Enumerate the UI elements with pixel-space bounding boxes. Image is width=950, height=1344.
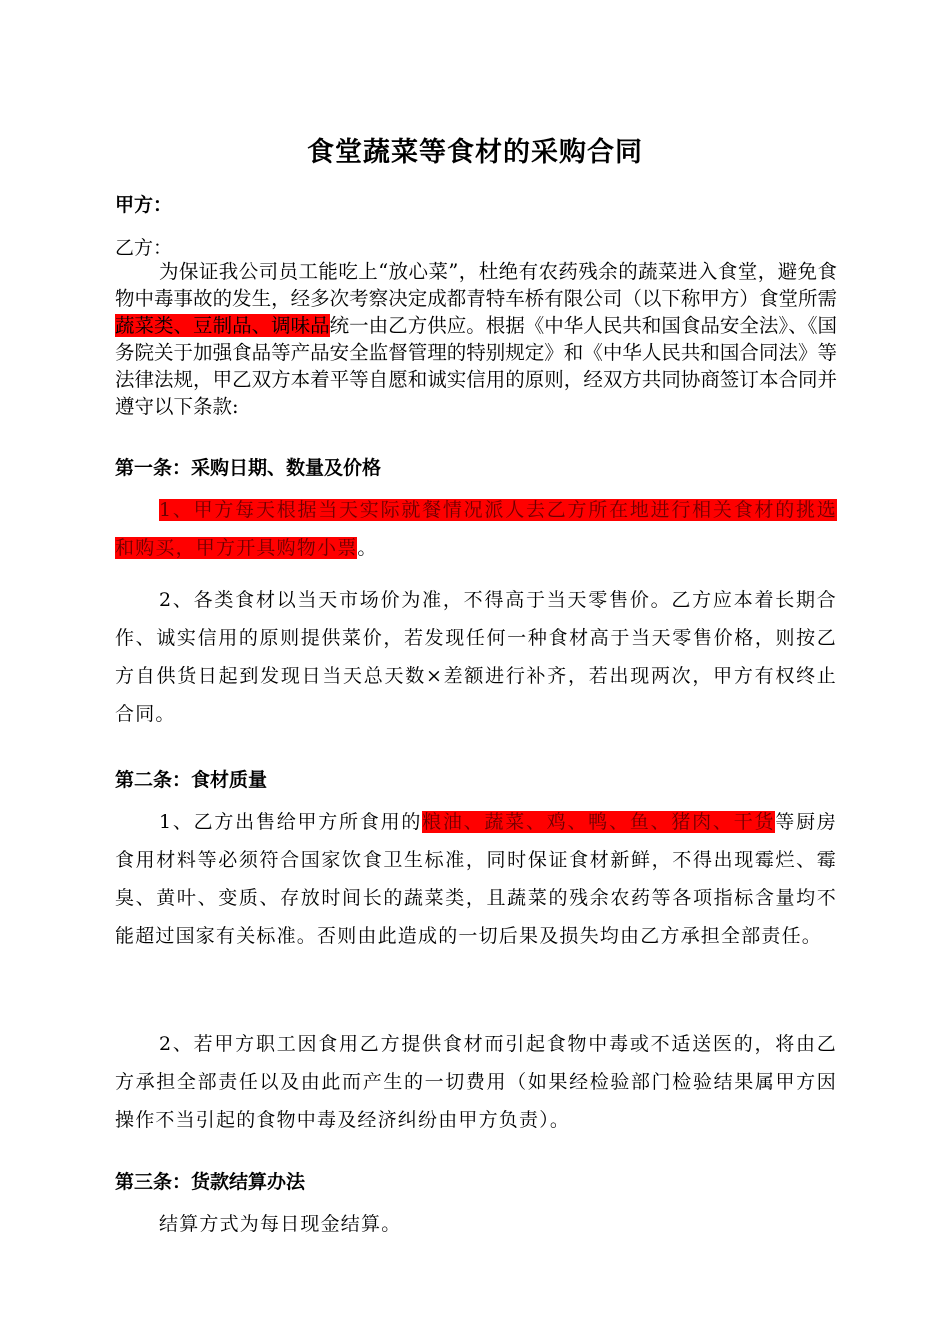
party-b-label: 乙方： [115,237,173,259]
clause-2-1-text-b: 等厨房食用材料等必须符合国家饮食卫生标准，同时保证食材新鲜，不得出现霉烂、霉臭、黄叶、变质、存放时间长的蔬菜类，且蔬菜的残余农药等各项指标含量均不能超过国家有关标准。否则由此造成的一切后果及损失均由乙方承担全部责任。 [115,811,837,947]
document-title: 食堂蔬菜等食材的采购合同 [307,137,643,168]
section-1-clause-2: 2、各类食材以当天市场价为准，不得高于当天零售价。乙方应本着长期合作、诚实信用的原则提供菜价，若发现任何一种食材高于当天零售价格，则按乙方自供货日起到发现日当天总天数×差额进行补齐，若出现两次，甲方有权终止合同。 [115,589,838,725]
intro-text-2: 统一由乙方供应。根据《中华人民共和国食品安全法》、《国务院关于加强食品等产品安全监督管理的特别规定》和《中华人民共和国合同法》等法律法规，甲乙双方本着平等自愿和诚实信用的原则，经双方共同协商签订本合同并遵守以下条款: [115,314,837,418]
clause-1-1-highlight: 1、甲方每天根据当天实际就餐情况派人去乙方所在地进行相关食材的挑选和购买，甲方开具购物小票 [115,499,837,559]
intro-highlight: 蔬菜类、豆制品、调味品 [115,314,330,337]
section-2-clause-2: 2、若甲方职工因食用乙方提供食材而引起食物中毒或不适送医的，将由乙方承担全部责任以及由此而产生的一切费用（如果经检验部门检验结果属甲方因操作不当引起的食物中毒及经济纠纷由甲方负责）。 [115,1033,837,1131]
section-3-clause-1: 结算方式为每日现金结算。 [159,1213,402,1235]
intro-text-1: 为保证我公司员工能吃上“放心菜”，杜绝有农药残余的蔬菜进入食堂，避免食物中毒事故的发生，经多次考察决定成都青特车桥有限公司（以下称甲方）食堂所需 [115,260,837,310]
clause-1-1-end: 。 [357,537,378,559]
clause-2-1-highlight: 粮油、蔬菜、鸡、鸭、鱼、猪肉、干货 [422,811,776,833]
intro-paragraph [115,258,837,420]
section-3-heading: 第三条：货款结算办法 [115,1171,306,1193]
section-1-clause-1 [115,491,837,567]
section-2-clause-1 [115,803,837,955]
section-2-heading: 第二条：食材质量 [115,769,268,791]
party-a-label: 甲方： [115,194,173,216]
section-1-heading: 第一条：采购日期、数量及价格 [115,457,382,479]
clause-2-1-text-a: 1、乙方出售给甲方所食用的 [159,811,423,833]
